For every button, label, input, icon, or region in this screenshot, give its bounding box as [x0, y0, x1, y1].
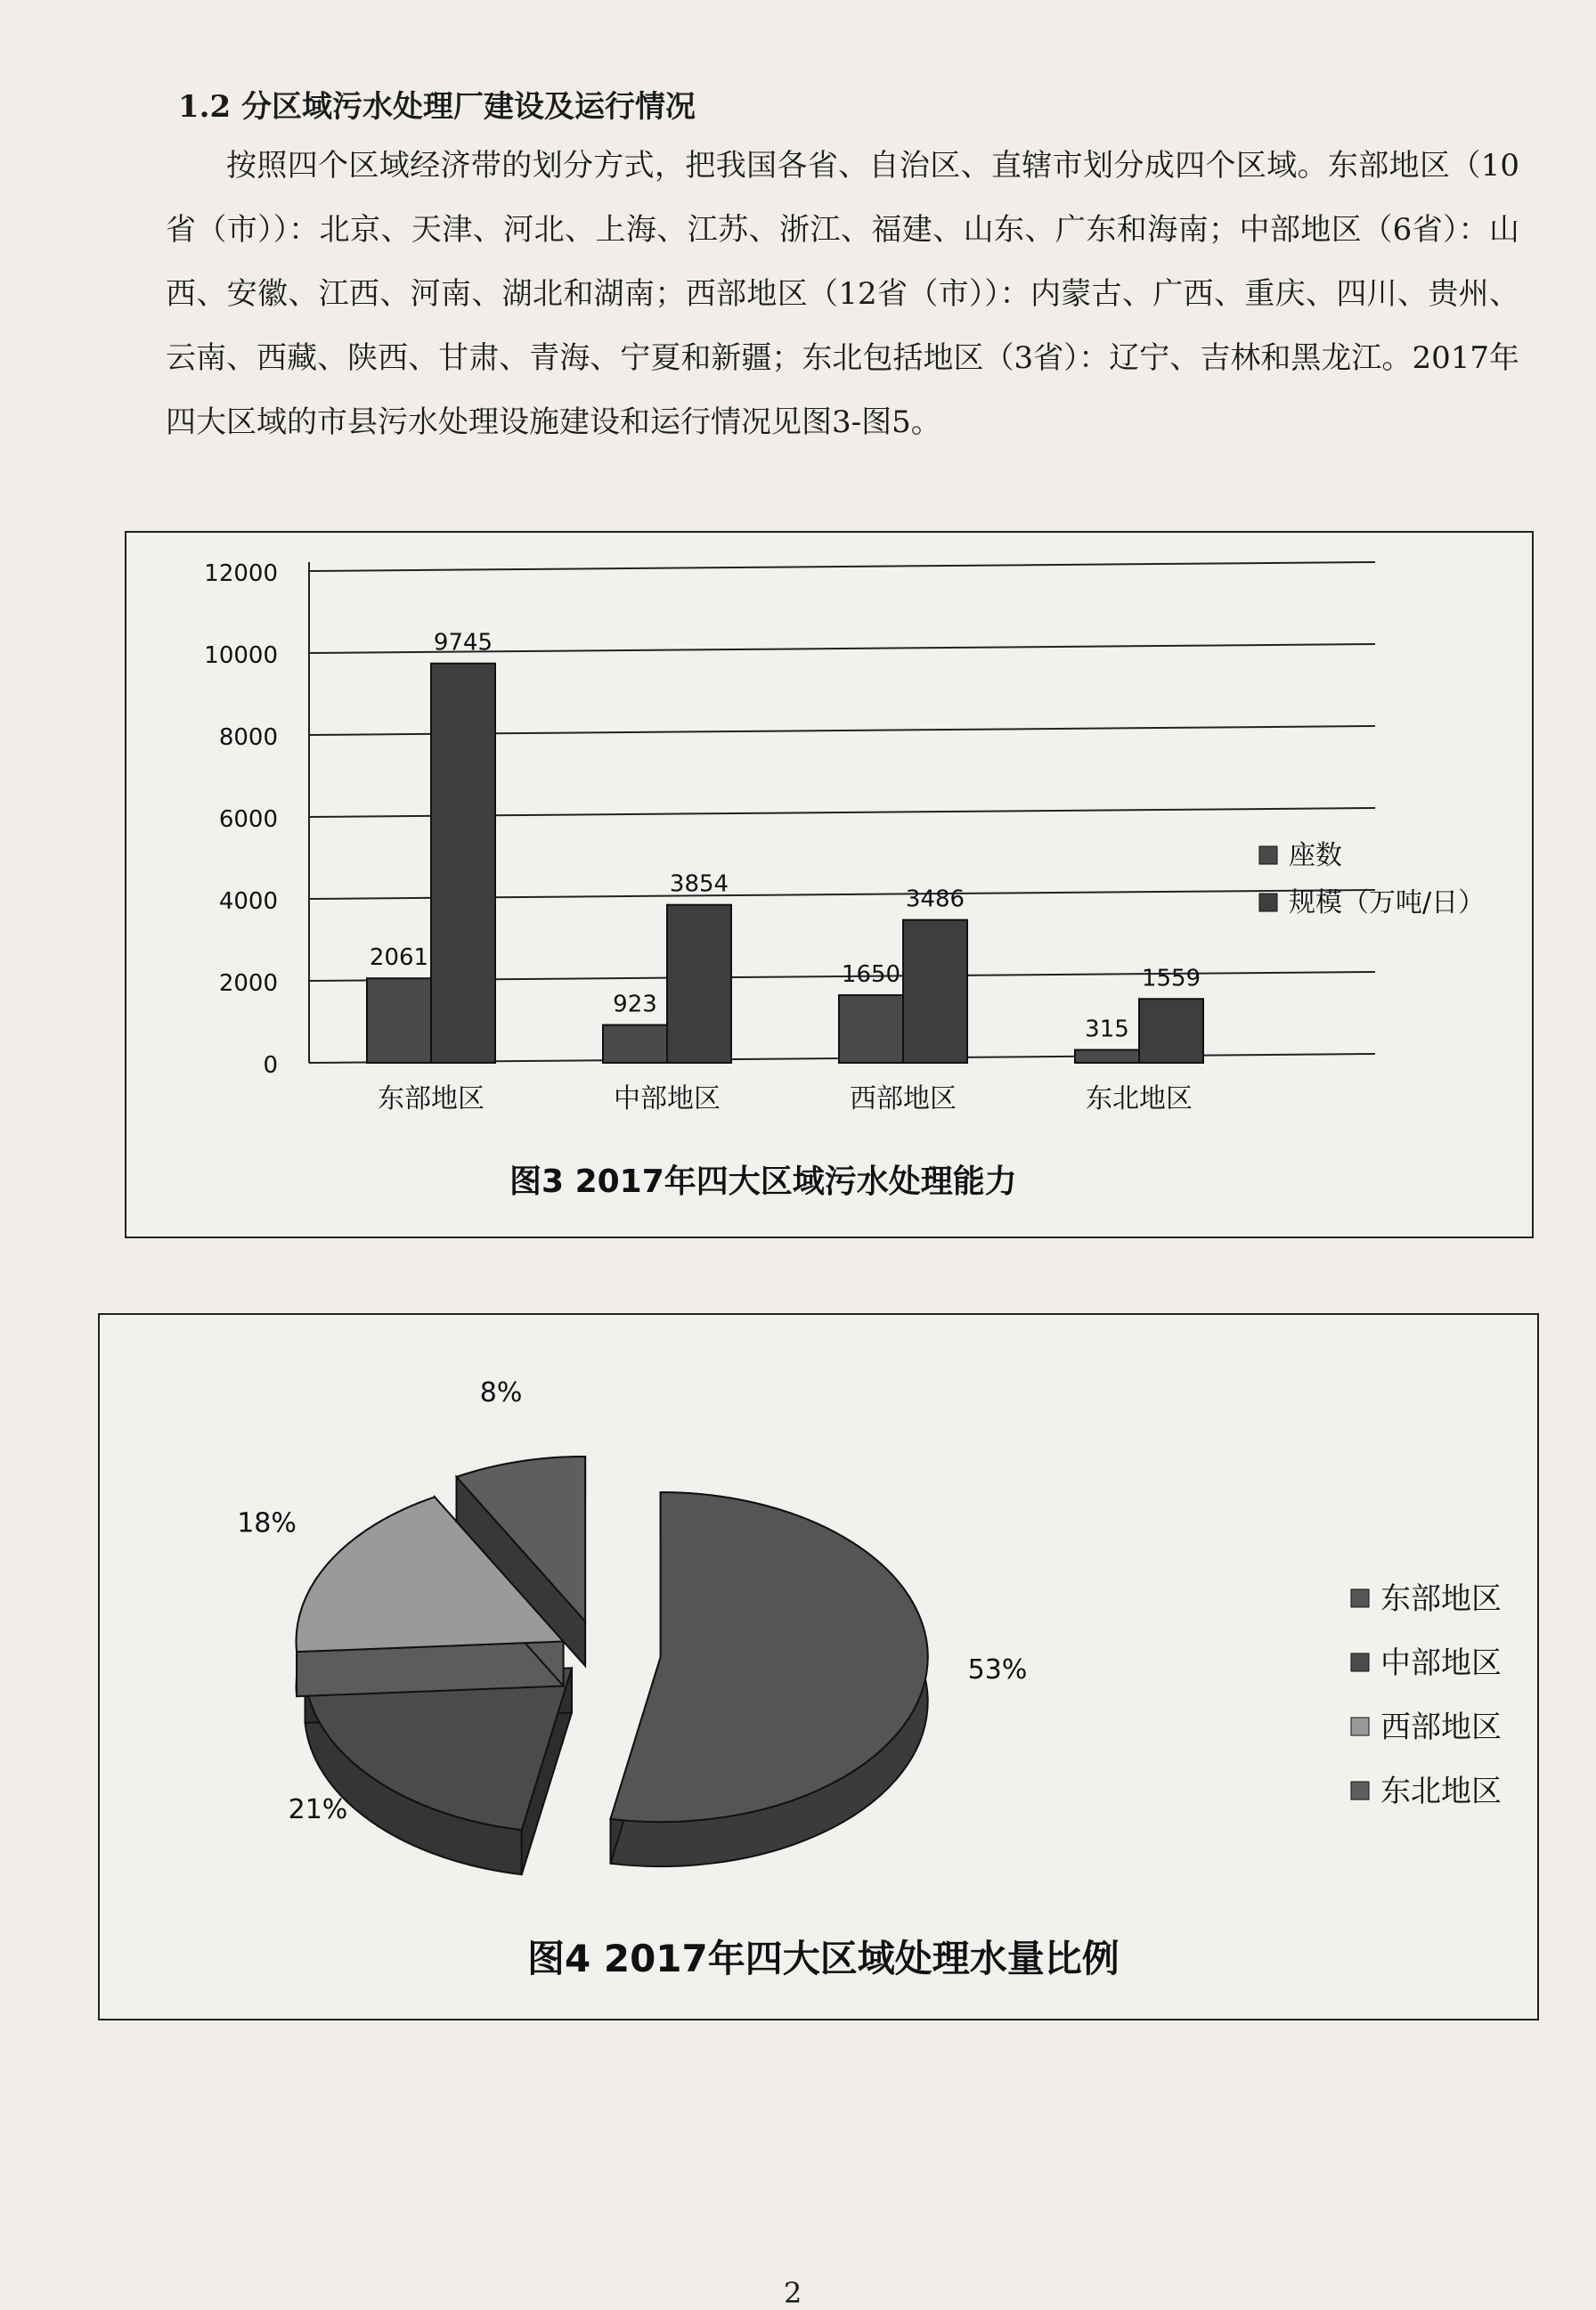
legend-label: 座数 — [1289, 840, 1342, 871]
bar-0 — [1075, 1050, 1139, 1063]
bar-value-label: 3486 — [905, 886, 965, 913]
category-label: 东北地区 — [1086, 1083, 1193, 1114]
bar-chart — [126, 533, 1532, 1237]
section-paragraph: 按照四个区域经济带的划分方式，把我国各省、自治区、直辖市划分成四个区域。东部地区（10省（市））：北京、天津、河北、上海、江苏、浙江、福建、山东、广东和海南；中部地区（6省）：山西、安徽、江西、河南、湖北和湖南；西部地区（12省（市））：内蒙古、广西、重庆、四川、贵州、云南、西藏、陕西、甘肃、青海、宁夏和新疆；东北包括地区（3省）：辽宁、吉林和黑龙江。2017年四大区域的市县污水处理设施建设和运行情况见图3-图5。 — [166, 148, 1519, 440]
pie-percent-label: 21% — [288, 1794, 348, 1826]
gridline — [309, 562, 1375, 571]
bar-1 — [903, 920, 967, 1063]
category-label: 中部地区 — [614, 1083, 721, 1114]
bar-value-label: 2061 — [369, 944, 429, 972]
legend-swatch — [1351, 1782, 1369, 1800]
legend-swatch — [1259, 894, 1277, 911]
bar-value-label: 9745 — [433, 629, 493, 657]
category-label: 东部地区 — [378, 1083, 484, 1114]
page-number: 2 — [784, 2276, 802, 2310]
legend-label: 西部地区 — [1380, 1710, 1502, 1745]
bar-0 — [839, 995, 903, 1063]
bar-value-label: 315 — [1085, 1016, 1129, 1043]
pie-percent-label: 18% — [237, 1507, 297, 1539]
y-tick-label: 12000 — [204, 560, 278, 587]
legend-label: 东部地区 — [1380, 1581, 1502, 1617]
legend-label: 规模（万吨/日） — [1289, 887, 1486, 918]
legend-swatch — [1259, 846, 1277, 864]
y-tick-label: 4000 — [218, 888, 278, 915]
bar-1 — [1139, 999, 1203, 1063]
bar-0 — [367, 978, 431, 1063]
bar-1 — [431, 664, 495, 1063]
bar-value-label: 3854 — [669, 870, 729, 898]
pie-percent-label: 8% — [479, 1376, 523, 1408]
bar-value-label: 1559 — [1141, 965, 1201, 992]
category-label: 西部地区 — [850, 1083, 957, 1114]
legend-swatch — [1351, 1718, 1369, 1735]
pie-percent-label: 53% — [967, 1654, 1028, 1686]
figure-3-caption: 图3 2017年四大区域污水处理能力 — [509, 1163, 1017, 1200]
figure-3-box — [125, 531, 1534, 1238]
bar-value-label: 923 — [613, 991, 657, 1018]
y-tick-label: 2000 — [218, 970, 278, 997]
figure-4-caption: 图4 2017年四大区域处理水量比例 — [527, 1937, 1120, 1980]
bar-value-label: 1650 — [841, 961, 901, 989]
section-heading: 1.2 分区域污水处理厂建设及运行情况 — [178, 89, 696, 125]
legend-label: 中部地区 — [1380, 1645, 1502, 1681]
y-tick-label: 6000 — [218, 806, 278, 833]
legend-label: 东北地区 — [1380, 1774, 1502, 1809]
y-tick-label: 8000 — [218, 724, 278, 751]
y-tick-label: 0 — [263, 1052, 278, 1079]
bar-1 — [667, 905, 731, 1063]
legend-swatch — [1351, 1653, 1369, 1671]
y-tick-label: 10000 — [204, 642, 278, 669]
bar-0 — [603, 1025, 667, 1063]
figure-4-box — [98, 1313, 1539, 2020]
legend-swatch — [1351, 1589, 1369, 1607]
pie-chart — [100, 1315, 1537, 2019]
